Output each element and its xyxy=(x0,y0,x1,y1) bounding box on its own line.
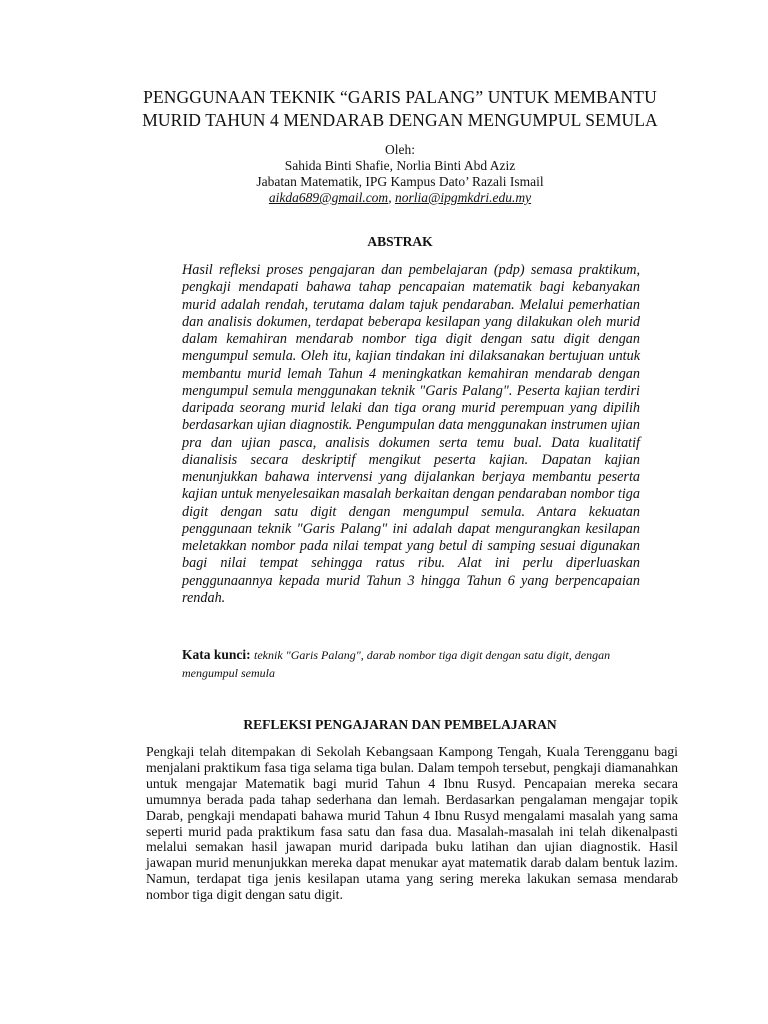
paper-title-line-1: PENGGUNAAN TEKNIK “GARIS PALANG” UNTUK MEMBANTU xyxy=(143,87,657,107)
author-affiliation: Jabatan Matematik, IPG Kampus Dato’ Razali Ismail xyxy=(256,174,544,189)
abstract-body: Hasil refleksi proses pengajaran dan pembelajaran (pdp) semasa praktikum, pengkaji mendapati bahawa tahap pencapaian matematik bagi kebanyakan murid adalah rendah, terutama dalam tajuk pendaraban. Melalui pemerhatian dan analisis dokumen, terdapat beberapa kesilapan yang dilakukan oleh murid dalam kemahiran mendarab nombor tiga digit dengan satu digit dengan mengumpul semula. Oleh itu, kajian tindakan ini dilaksanakan bertujuan untuk membantu murid lemah Tahun 4 meningkatkan kemahiran mendarab dengan mengumpul semula menggunakan teknik "Garis Palang". Peserta kajian terdiri daripada seorang murid lelaki dan tiga orang murid perempuan yang dipilih berdasarkan ujian diagnostik. Pengumpulan data menggunakan instrumen ujian pra dan ujian pasca, analisis dokumen serta temu bual. Data kualitatif dianalisis secara deskriptif mengikut peserta kajian. Dapatan kajian menunjukkan bahawa intervensi yang dijalankan berjaya membantu peserta kajian untuk menyelesaikan masalah berkaitan dengan pendaraban nombor tiga digit dengan satu digit dengan mengumpul semula. Antara kekuatan penggunaan teknik "Garis Palang" ini adalah dapat mengurangkan kesilapan meletakkan nombor pada nilai tempat yang betul di samping sesuai digunakan bagi nilai tempat sehingga ratus ribu. Alat ini perlu diperluaskan penggunaannya kepada murid Tahun 3 hingga Tahun 6 yang berpencapaian rendah. xyxy=(182,262,640,606)
email-link-2[interactable]: norlia@ipgmkdri.edu.my xyxy=(394,190,532,205)
section-heading: REFLEKSI PENGAJARAN DAN PEMBELAJARAN xyxy=(243,717,557,732)
email-separator: , xyxy=(388,190,395,205)
keywords-label: Kata kunci: xyxy=(182,647,251,662)
keywords xyxy=(182,646,652,682)
paper-title-line-2: MURID TAHUN 4 MENDARAB DENGAN MENGUMPUL SEMULA xyxy=(142,110,658,130)
author-block xyxy=(150,142,650,206)
by-label: Oleh: xyxy=(385,142,415,157)
author-names: Sahida Binti Shafie, Norlia Binti Abd Aziz xyxy=(284,158,516,173)
abstract-heading: ABSTRAK xyxy=(367,234,433,249)
author-emails xyxy=(150,190,650,206)
paper-title xyxy=(120,86,680,132)
email-link-1[interactable]: aikda689@gmail.com xyxy=(268,190,389,205)
section-body: Pengkaji telah ditempakan di Sekolah Kebangsaan Kampong Tengah, Kuala Terengganu bagi menjalani praktikum fasa tiga selama tiga bulan. Dalam tempoh tersebut, pengkaji diamanahkan untuk mengajar Matematik bagi murid Tahun 4 Ibnu Rusyd. Pencapaian mereka secara umumnya berada pada tahap sederhana dan lemah. Berdasarkan pengalaman mengajar topik Darab, pengkaji mendapati bahawa murid Tahun 4 Ibnu Rusyd mengalami masalah yang sama seperti murid pada praktikum fasa satu dan fasa dua. Masalah-masalah ini telah dikenalpasti melalui semakan hasil jawapan murid daripada buku latihan dan ujian diagnostik. Hasil jawapan murid menunjukkan mereka dapat menukar ayat matematik darab dalam bentuk lazim. Namun, terdapat tiga jenis kesilapan utama yang sering mereka lakukan semasa mendarab nombor tiga digit dengan satu digit. xyxy=(146,744,678,903)
keywords-text: teknik "Garis Palang", darab nombor tiga digit dengan satu digit, dengan mengumpul semula xyxy=(182,648,611,680)
